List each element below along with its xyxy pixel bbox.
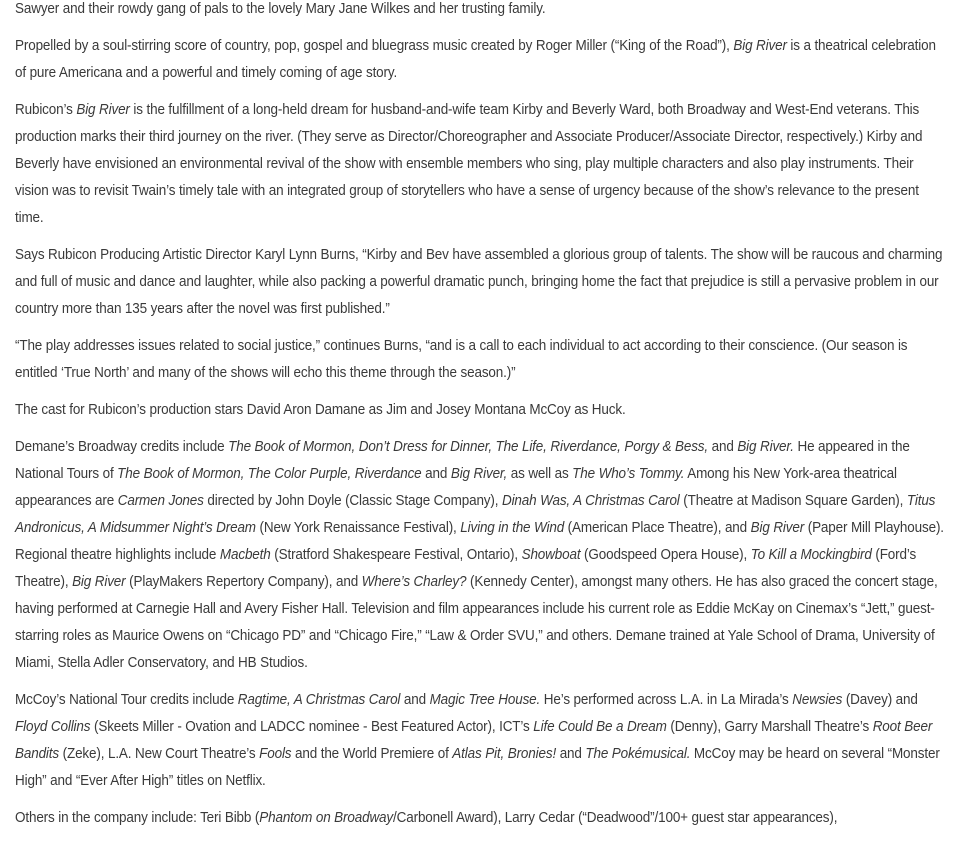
paragraph-text: (Kennedy Center), amongst many others. He has also graced the concert stage, having performed at Carnegie Hall and Avery Fisher Hall. Television and film appearances include his current role as Eddie McKay on Cinemax’s “Jett,” guest-starring roles as Maurice Owens on “Chicago PD” and “Chicago Fire,” “Law & Order SVU,” and others. Demane trained at Yale School of Drama, University of Miami, Stella Adler Conservatory, and HB Studios. xyxy=(15,574,938,671)
article-paragraph xyxy=(15,0,947,23)
article-paragraph xyxy=(15,333,947,387)
paragraph-text: and xyxy=(400,692,430,708)
italic-title-text: Phantom on Broadway xyxy=(259,810,394,826)
paragraph-text: (Theatre at Madison Square Garden), xyxy=(679,493,907,509)
paragraph-text: is the fulfillment of a long-held dream for husband-and-wife team Kirby and Beverly Ward, both Broadway and West-End veterans. This production marks their third journey on the river. (They serve as Director/Choreographer and Associate Producer/Associate Director, respectively.) Kirby and Beverly have envisioned an environmental revival of the show with ensemble members who sing, play multiple characters and also play instruments. Their vision was to revisit Twain’s timely tale with an integrated group of storytellers who have a sense of urgency because of the show’s relevance to the present time. xyxy=(15,102,923,226)
paragraph-text: (American Place Theatre), and xyxy=(564,520,751,536)
paragraph-text: He’s performed across L.A. in La Mirada’s xyxy=(540,692,793,708)
paragraph-text: (Paper Mill Playhouse). Regional theatre highlights include xyxy=(15,520,944,563)
italic-title-text: To Kill a Mockingbird xyxy=(750,547,872,563)
paragraph-text: and xyxy=(421,466,451,482)
italic-title-text: Atlas Pit, Bronies! xyxy=(452,746,557,762)
paragraph-text: (Goodspeed Opera House), xyxy=(580,547,751,563)
italic-title-text: Ragtime, A Christmas Carol xyxy=(237,692,401,708)
paragraph-text: (Stratford Shakespeare Festival, Ontario), xyxy=(270,547,522,563)
article-body xyxy=(15,0,947,842)
paragraph-text: McCoy’s National Tour credits include xyxy=(15,692,238,708)
paragraph-text: (Denny), Garry Marshall Theatre’s xyxy=(666,719,873,735)
italic-title-text: Big River xyxy=(72,574,126,590)
paragraph-text: McCoy may be heard on several “Monster High” and “Ever After High” titles on Netflix. xyxy=(15,746,940,789)
italic-title-text: The Book of Mormon, The Color Purple, Riverdance xyxy=(117,466,422,482)
paragraph-text: He appeared in the National Tours of xyxy=(15,439,910,482)
paragraph-text: Rubicon’s xyxy=(15,102,77,118)
paragraph-text: directed by John Doyle (Classic Stage Company), xyxy=(203,493,502,509)
paragraph-text: Among his New York-area theatrical appearances are xyxy=(15,466,897,509)
paragraph-text: as well as xyxy=(507,466,573,482)
paragraph-text: and xyxy=(556,746,586,762)
paragraph-text: Propelled by a soul-stirring score of country, pop, gospel and bluegrass music created by Roger Miller (“King of the Road”), xyxy=(15,38,734,54)
article-paragraph xyxy=(15,805,947,832)
article-paragraph xyxy=(15,397,947,424)
paragraph-text: (Ford’s Theatre), xyxy=(15,547,917,590)
italic-title-text: Magic Tree House. xyxy=(429,692,541,708)
paragraph-text: (Skeets Miller - Ovation and LADCC nominee - Best Featured Actor), ICT’s xyxy=(90,719,534,735)
italic-title-text: Newsies xyxy=(792,692,843,708)
italic-title-text: Big River xyxy=(733,38,787,54)
article-paragraph xyxy=(15,33,947,87)
italic-title-text: Fools xyxy=(259,746,292,762)
italic-title-text: Carmen Jones xyxy=(117,493,204,509)
paragraph-text: (New York Renaissance Festival), xyxy=(255,520,461,536)
italic-title-text: Big River xyxy=(750,520,805,536)
paragraph-text: /Carbonell Award), Larry Cedar (“Deadwood”/100+ guest star appearances), xyxy=(393,810,838,826)
italic-title-text: Big River, xyxy=(450,466,508,482)
paragraph-text: The cast for Rubicon’s production stars David Aron Damane as Jim and Josey Montana McCoy as Huck. xyxy=(15,402,626,418)
italic-title-text: The Book of Mormon, Don’t Dress for Dinner, The Life, Riverdance, Porgy & Bess, xyxy=(228,439,709,455)
italic-title-text: Life Could Be a Dream xyxy=(533,719,667,735)
paragraph-text: (Davey) and xyxy=(842,692,918,708)
paragraph-text: “The play addresses issues related to social justice,” continues Burns, “and is a call to each individual to act according to their conscience. (Our season is entitled ‘True North’ and many of the shows will echo this theme through the season.)” xyxy=(15,338,908,381)
italic-title-text: Showboat xyxy=(521,547,581,563)
paragraph-text: Says Rubicon Producing Artistic Director Karyl Lynn Burns, “Kirby and Bev have assembled a glorious group of talents. The show will be raucous and charming and full of music and dance and laughter, while also packing a powerful dramatic punch, bringing home the fact that prejudice is still a pervasive problem in our country more than 135 years after the novel was first published.” xyxy=(15,247,943,317)
italic-title-text: Titus Andronicus, A Midsummer Night’s Dream xyxy=(15,493,936,536)
paragraph-text: (PlayMakers Repertory Company), and xyxy=(125,574,362,590)
article-paragraph xyxy=(15,242,947,323)
paragraph-text: and the World Premiere of xyxy=(291,746,453,762)
italic-title-text: Big River xyxy=(76,102,130,118)
italic-title-text: Living in the Wind xyxy=(460,520,565,536)
italic-title-text: Big River. xyxy=(737,439,794,455)
paragraph-text: Demane’s Broadway credits include xyxy=(15,439,229,455)
italic-title-text: Macbeth xyxy=(219,547,271,563)
article-paragraph xyxy=(15,97,947,232)
article-paragraph xyxy=(15,687,947,795)
italic-title-text: Dinah Was, A Christmas Carol xyxy=(501,493,680,509)
article-paragraph xyxy=(15,434,947,677)
italic-title-text: Root Beer Bandits xyxy=(15,719,933,762)
paragraph-text: Others in the company include: Teri Bibb ( xyxy=(15,810,260,826)
italic-title-text: The Who’s Tommy. xyxy=(572,466,685,482)
italic-title-text: Where’s Charley? xyxy=(361,574,467,590)
italic-title-text: Floyd Collins xyxy=(15,719,91,735)
paragraph-text: and xyxy=(708,439,738,455)
paragraph-text: is a theatrical celebration of pure Americana and a powerful and timely coming of age story. xyxy=(15,38,936,81)
paragraph-text: (Zeke), L.A. New Court Theatre’s xyxy=(59,746,260,762)
paragraph-text: Sawyer and their rowdy gang of pals to the lovely Mary Jane Wilkes and her trusting family. xyxy=(15,1,546,17)
italic-title-text: The Pokémusical. xyxy=(585,746,691,762)
